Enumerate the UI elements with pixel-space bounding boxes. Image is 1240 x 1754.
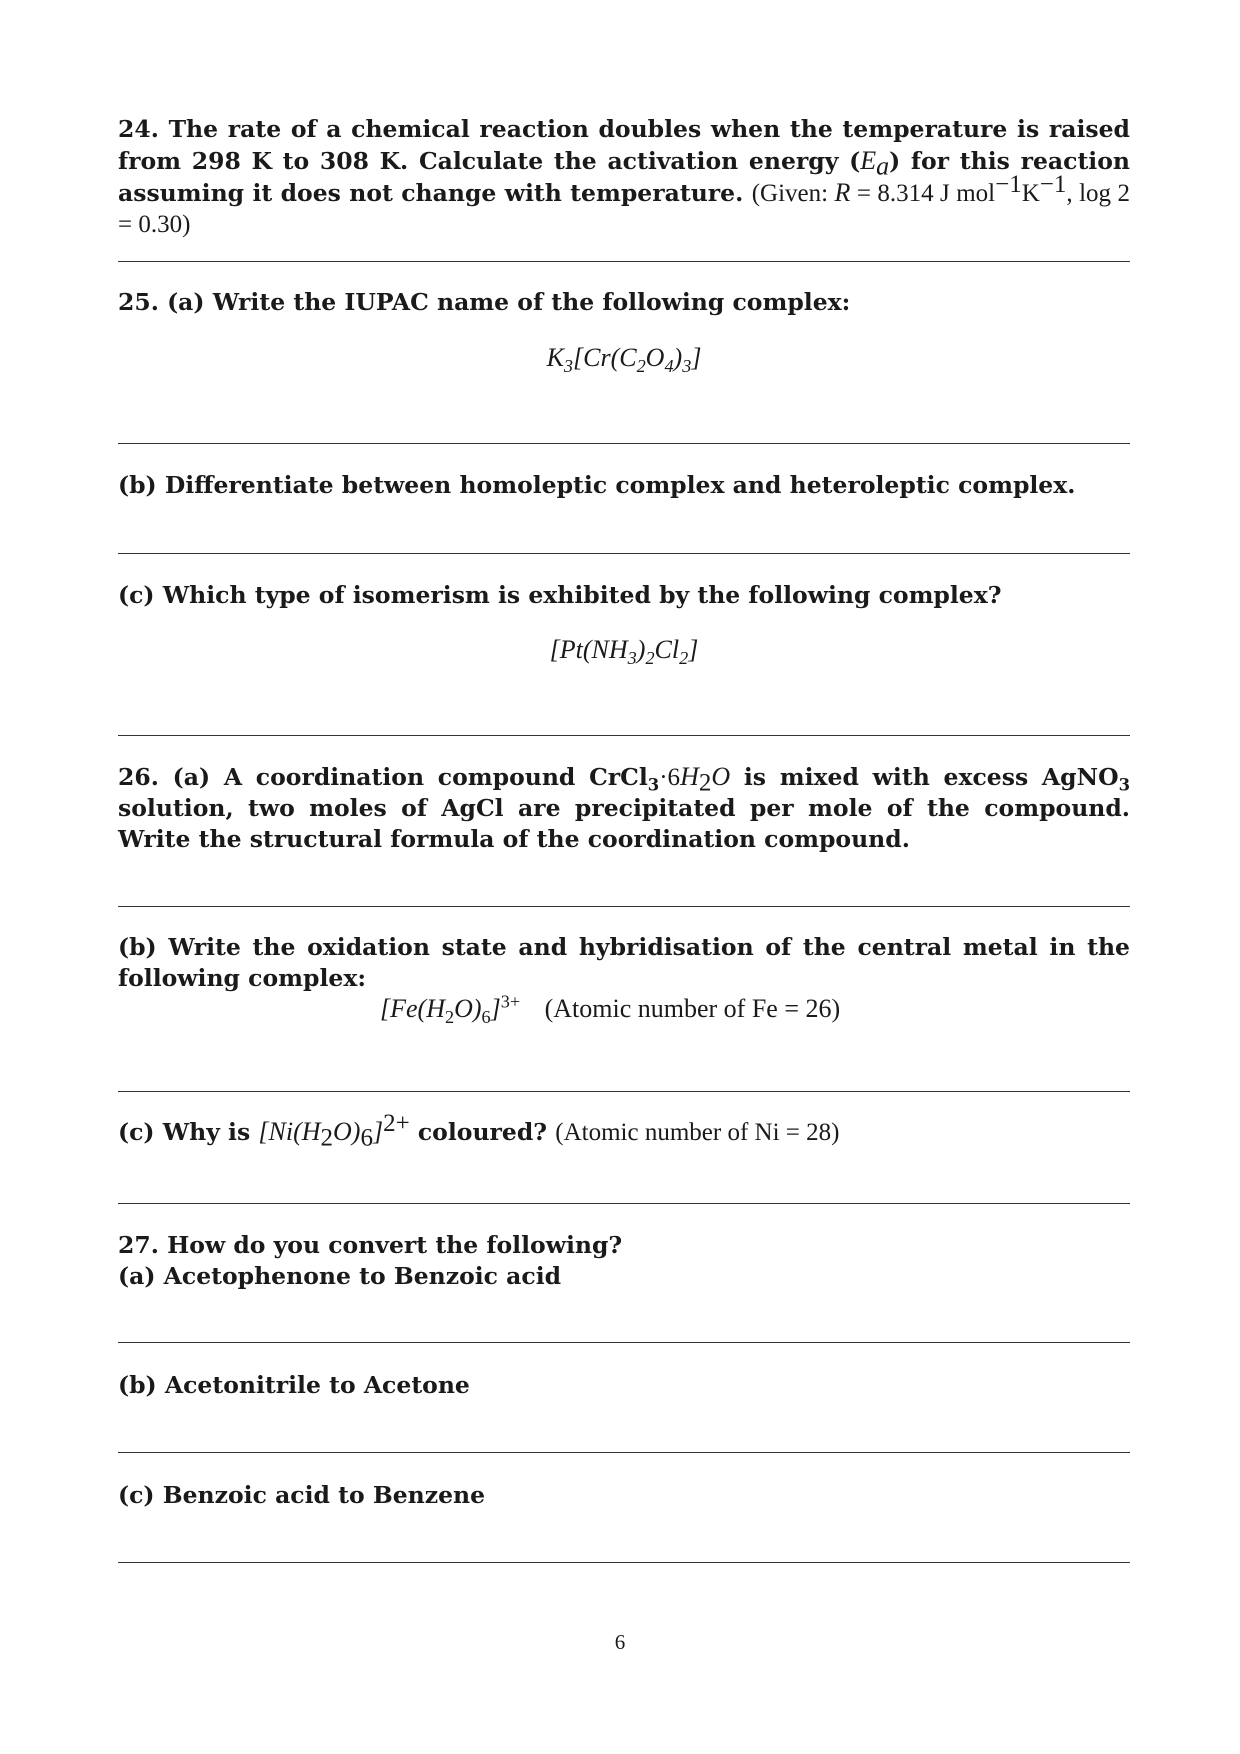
answer-rule-25c <box>118 735 1130 736</box>
answer-rule-24 <box>118 261 1130 262</box>
answer-rule-25a <box>118 443 1130 444</box>
fe-atomic-number-note: (Atomic number of Fe = 26) <box>544 994 841 1023</box>
answer-rule-27b <box>118 1452 1130 1453</box>
answer-rule-26a <box>118 906 1130 907</box>
question-27c: (c) Benzoic acid to Benzene <box>118 1481 486 1509</box>
answer-rule-27c <box>118 1562 1130 1563</box>
question-26c: (c) Why is $[Ni(H_2O)_6]^{2+}$ coloured? (Atomic number of Ni = 28) <box>118 1110 840 1152</box>
question-24 <box>118 114 1130 240</box>
answer-rule-27a <box>118 1342 1130 1343</box>
question-27a: (a) Acetophenone to Benzoic acid <box>118 1262 562 1290</box>
ni-atomic-number-note: (Atomic number of Ni = 28) <box>555 1119 840 1146</box>
ea-symbol: E <box>860 146 877 175</box>
formula-pt-nh3-2-cl2: $[Pt(NH_3)_2Cl_2]$ <box>549 635 699 669</box>
question-25c: (c) Which type of isomerism is exhibited by the following complex? <box>118 581 1002 609</box>
question-25b: (b) Differentiate between homoleptic complex and heteroleptic complex. <box>118 471 1076 499</box>
r-value: = 8.314 J mol <box>850 180 996 207</box>
formula-k3-cr-c2o4-3: $K_3[Cr(C_2O_4)_3]$ <box>546 343 702 377</box>
r-symbol: R <box>834 178 851 207</box>
mol-exponent: −1 <box>995 171 1022 199</box>
question-26a: 26. (a) A coordination compound $CrCl_3\cdot 6H_2O$ is mixed with excess AgNO$_3$ solution, two moles of AgCl are precipitated per mole of the compound. Write the structural formula of the coordination compound. <box>118 762 1130 853</box>
formula-fe-h2o-6-3plus: $[Fe(H_2O)_6]^{3+}$ (Atomic number of Fe = 26) <box>380 991 841 1028</box>
answer-rule-25b <box>118 553 1130 554</box>
given-open: (Given: <box>751 180 835 207</box>
question-26b: (b) Write the oxidation state and hybridisation of the central metal in the following complex: <box>118 933 1130 992</box>
question-24-text-b: ) for this reaction assuming it does not change with temperature. <box>118 147 1130 207</box>
question-27-heading: 27. How do you convert the following? <box>118 1231 623 1259</box>
page-number: 6 <box>614 1630 626 1654</box>
question-24-number: 24. <box>118 115 159 143</box>
k-unit: K <box>1021 180 1040 207</box>
question-24-text-a: The rate of a chemical reaction doubles when the temperature is raised from 298 K to 308 K. Calculate the activation energy ( <box>118 115 1130 175</box>
k-exponent: −1 <box>1039 171 1067 199</box>
answer-rule-26c <box>118 1203 1130 1204</box>
question-25a: 25. (a) Write the IUPAC name of the following complex: <box>118 288 851 316</box>
answer-rule-26b <box>118 1091 1130 1092</box>
ea-subscript: a <box>876 151 890 181</box>
log-given: , log 2 = 0.30) <box>118 180 1130 238</box>
question-27b: (b) Acetonitrile to Acetone <box>118 1371 470 1399</box>
